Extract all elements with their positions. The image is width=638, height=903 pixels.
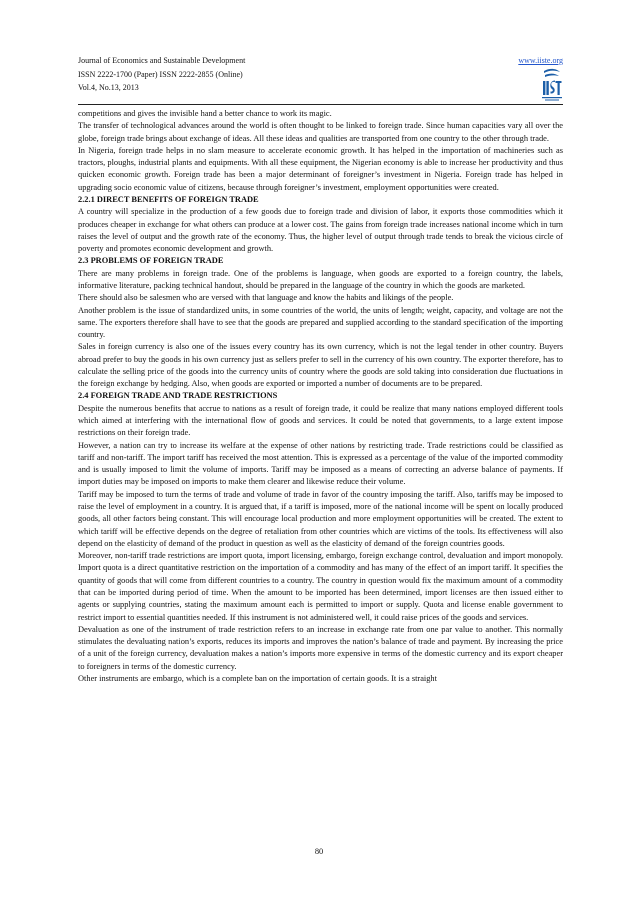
paragraph: Moreover, non-tariff trade restrictions are import quota, import licensing, embargo, foreign exchange control, devaluation and import monopoly. Import quota is a direct quantitative restriction on the importation of a commodity and has many of the effect of an import tariff. It specifies the quantity of goods that will come from different countries to a country. The country in question would fix the maximum amount of a commodity that can be imported during period of time. When the amount to be imported has been determined, import licenses are then issued either to agents or supplying countries, stating the maximum amount each is permitted to import or supply. Quota and license enable government to restrict import to essential quantities needed. If this instrument is not administered well, it could raise prices of the goods and services. [78, 551, 563, 622]
paragraph: In Nigeria, foreign trade helps in no slam measure to accelerate economic growth. It has helped in the importation of machineries such as tractors, ploughs, industrial plants and equipments. With all these equipment, the Nigerian economy is able to increase her productivity and thus quicken economic growth. Foreign trade has been a major determinant of foreigner’s investment in Nigeria. Foreign trade has helped in upgrading socio economic value of citizens, because through foreigner’s investment, employment opportunities were created. [78, 145, 563, 192]
journal-name: Journal of Economics and Sustainable Development [78, 56, 246, 65]
paragraph: There are many problems in foreign trade. One of the problems is language, when goods are exported to a foreign country, the labels, informative literature, packing technical handout, should be prepared in the language of the country in which the goods are marketed. [78, 268, 563, 290]
paragraph: Despite the numerous benefits that accrue to nations as a result of foreign trade, it could be realize that many nations employed different tools which aimed at interfering with the international flow of goods and services. It could be noted that governments, to a large extent impose restrictions on their foreign trade. [78, 403, 563, 438]
issn-line: ISSN 2222-1700 (Paper) ISSN 2222-2855 (Online) [78, 69, 243, 79]
paragraph: The transfer of technological advances around the world is often thought to be linked to foreign trade. Since human capacities vary all over the globe, foreign trade brings about exchange of ideas. All these ideas and qualities are transported from one country to the other through trade. [78, 121, 563, 143]
section-heading-direct-benefits: 2.2.1 DIRECT BENEFITS OF FOREIGN TRADE [78, 194, 259, 204]
paragraph: Sales in foreign currency is also one of the issues every country has its own currency, which is not the legal tender in other country. Buyers abroad prefer to buy the goods in his own currency just as sellers prefer to sell in the currency of his own country. The exporter therefore, has to calculate the selling price of the goods into the currency units of country where the goods are sold taking into consideration due fluctuations in the foreign exchange by hedging. Also, when goods are exported or imported a number of documents are to be prepared. [78, 342, 563, 389]
paragraph: Devaluation as one of the instrument of trade restriction refers to an increase in exchange rate from one par value to another. This normally stimulates the devaluating nation’s exports, reduces its imports and improves the nation’s balance of trade and payment. By increasing the price of a unit of the foreign currency, devaluation makes a nation’s imports more expensive in terms of the domestic currency and its export cheaper to foreigners in terms of the domestic currency. [78, 624, 563, 671]
iiste-logo-icon [541, 67, 563, 103]
paragraph: Tariff may be imposed to turn the terms of trade and volume of trade in favor of the country imposing the tariff. Also, tariffs may be imposed to raise the level of employment in a country. It is argued that, if a tariff is imposed, more of the national income will be spent on locally produced goods, all other factors being constant. This will encourage local production and more employment opportunities will be created. The extent to which tariff will be effective depends on the degree of retaliation from other countries which are victims of the tools. Its effectiveness will also depend on the elasticity of demand of the product in question as well as the elasticity of demand of the foreign countries goods. [78, 489, 563, 548]
paragraph: Another problem is the issue of standardized units, in some countries of the world, the units of length; weight, capacity, and voltage are not the same. The exporters therefore shall have to see that the goods are prepared and supplied according to the standard specification of the importing country. [78, 305, 563, 340]
paragraph: Other instruments are embargo, which is a complete ban on the importation of certain goods. It is a straight [78, 673, 437, 683]
logo-text [543, 81, 562, 96]
journal-url-link[interactable]: www.iiste.org [518, 56, 563, 65]
section-heading-restrictions: 2.4 FOREIGN TRADE AND TRADE RESTRICTIONS [78, 391, 278, 401]
paragraph: A country will specialize in the production of a few goods due to foreign trade and division of labor, it exports those commodities which it produces cheaper in exchange for what others can produce at a lower cost. The gains from foreign trade increases national income which in turn raises the level of output and the growth rate of the economy. Thus, the higher level of output through trade tends to break the vicious circle of poverty and promotes economic development and growth. [78, 207, 563, 254]
page-number: 80 [314, 847, 324, 856]
header-rule [78, 104, 563, 105]
volume-line: Vol.4, No.13, 2013 [78, 83, 139, 92]
section-heading-problems: 2.3 PROBLEMS OF FOREIGN TRADE [78, 256, 224, 266]
article-body [78, 108, 563, 685]
paragraph: However, a nation can try to increase its welfare at the expense of other nations by restricting trade. Trade restrictions could be classified as tariff and non-tariff. The import tariff has received the most attention. This is expressed as a percentage of the value of the imported commodity and is usually imposed to limit the volume of imports. Tariff may be imposed as a means of correcting an adverse balance of payments. If import duties may be imposed on imports to make them clearer and likewise reduce their volume. [78, 440, 563, 487]
page-header [78, 55, 563, 105]
paragraph: There should also be salesmen who are versed with that language and know the habits and likings of the people. [78, 293, 454, 303]
paragraph: competitions and gives the invisible hand a better chance to work its magic. [78, 109, 332, 118]
